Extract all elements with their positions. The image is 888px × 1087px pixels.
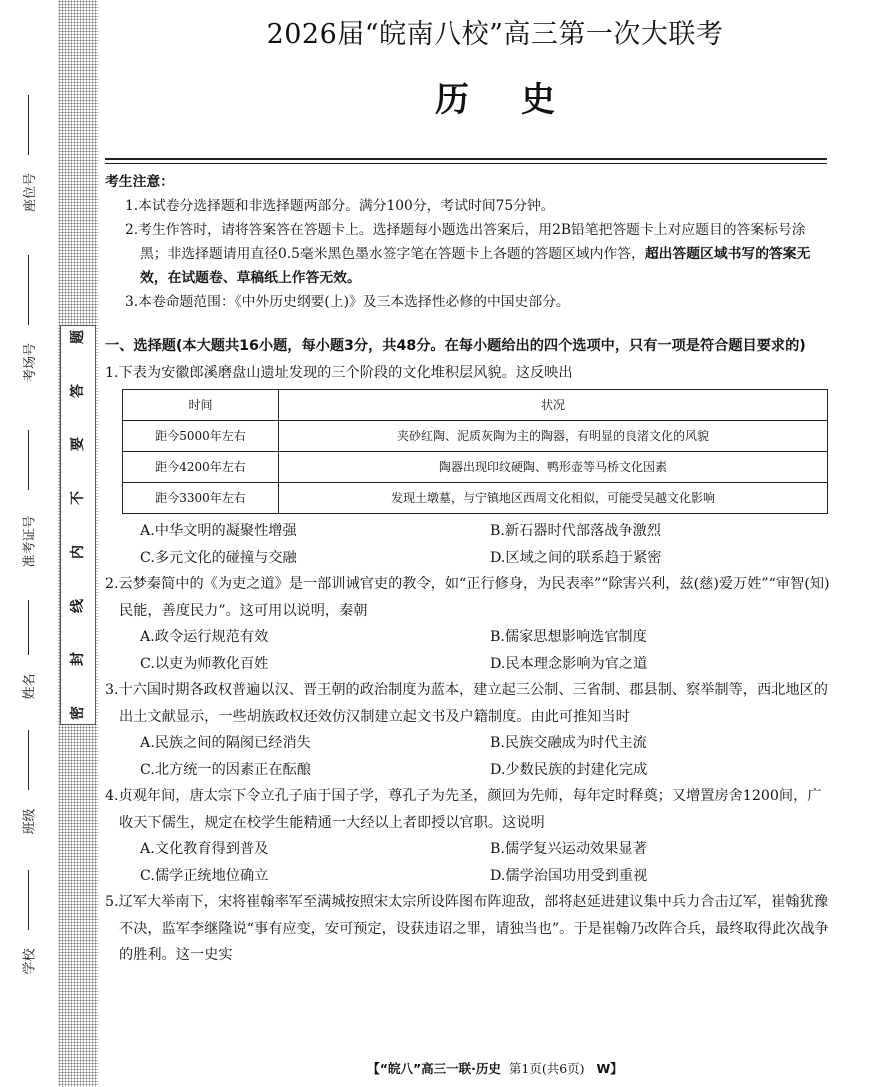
question-stem: 4.贞观年间，唐太宗下令立孔子庙于国子学，尊孔子为先圣，颜回为先师，每年定时释奠；又增置房舍1200间，广收天下儒生，规定在校学生能精通一大经以上者即授以官职。这说明 xyxy=(105,788,822,831)
question-stem: 5.辽军大举南下，宋将崔翰率军至满城按照宋太宗所设阵图布阵迎敌，部将赵延进建议集中兵力合击辽军，崔翰犹豫不决，监军李继隆说“事有应变，安可预定，设获违诏之罪，请独当也”。于是崔翰乃改阵合兵，最终取得此次战争的胜利。这一史实 xyxy=(105,894,829,963)
answer-options xyxy=(105,624,835,677)
field-label: 准考证号 xyxy=(22,515,38,568)
footer-left: 【“皖八”高三一联·历史 xyxy=(367,1061,501,1076)
seal-char: 要 xyxy=(70,437,86,452)
table-cell: 发现土墩墓，与宁镇地区西周文化相似，可能受吴越文化影响 xyxy=(279,483,828,514)
subject-title: 历史 xyxy=(435,80,607,120)
notes-item-text: 2.考生作答时，请将答案答在答题卡上。选择题每小题选出答案后，用2B铅笔把答题卡上对应题目的答案标号涂黑；非选择题请用直径0.5毫米黑色墨水签字笔在答题卡上各题的答题区域内作答， xyxy=(125,222,806,262)
seat-number-field xyxy=(18,95,38,216)
question-area xyxy=(105,333,835,969)
seal-char: 密 xyxy=(70,705,86,720)
field-label: 姓名 xyxy=(22,673,38,700)
option[interactable]: D.民本理念影响为官之道 xyxy=(490,655,648,672)
page-footer xyxy=(105,1059,885,1077)
table-cell: 距今5000年左右 xyxy=(123,421,279,452)
option[interactable]: C.多元文化的碰撞与交融 xyxy=(140,549,297,566)
page-number: 第1页(共6页) xyxy=(508,1061,585,1076)
footer-right: W】 xyxy=(596,1061,623,1076)
question-stem: 1.下表为安徽郎溪磨盘山遗址发现的三个阶段的文化堆积层风貌。这反映出 xyxy=(105,364,573,381)
notes-item-emphasis: 超出答题区域书写的答案无效，在试题卷、草稿纸上作答无效。 xyxy=(140,246,811,286)
option[interactable]: C.以吏为师教化百姓 xyxy=(140,655,269,672)
option[interactable]: B.新石器时代部落战争激烈 xyxy=(490,523,661,539)
field-label: 班级 xyxy=(22,808,38,835)
table-row xyxy=(123,483,828,514)
table-header-cell: 时间 xyxy=(123,390,279,421)
name-field xyxy=(18,600,38,710)
seal-line-notice xyxy=(60,325,96,725)
option[interactable]: A.民族之间的隔阂已经消失 xyxy=(140,735,311,751)
class-field xyxy=(18,730,38,845)
question-stem: 2.云梦秦简中的《为吏之道》是一部训诫官吏的教令，如“正行修身，为民表率”“除害兴利，兹(慈)爱万姓”“审智(知)民能，善度民力”。这可用以说明，秦朝 xyxy=(105,576,830,619)
header-rule xyxy=(105,158,827,160)
table-header-cell: 状况 xyxy=(279,390,828,421)
answer-options xyxy=(105,518,835,571)
seal-char: 线 xyxy=(70,598,86,613)
table-cell: 距今4200年左右 xyxy=(123,452,279,483)
option[interactable]: D.少数民族的封建化完成 xyxy=(490,761,648,778)
seal-char: 答 xyxy=(70,383,86,398)
field-line xyxy=(28,870,29,930)
option[interactable]: C.北方统一的因素正在酝酿 xyxy=(140,761,311,778)
option[interactable]: B.民族交融成为时代主流 xyxy=(490,735,647,751)
table-cell: 陶器出现印纹硬陶、鸭形壶等马桥文化因素 xyxy=(279,452,828,483)
field-label: 座位号 xyxy=(22,172,38,213)
notes-item xyxy=(105,218,830,290)
seal-char: 封 xyxy=(70,652,86,667)
notes-heading: 考生注意： xyxy=(105,174,174,190)
table-row xyxy=(123,452,828,483)
option[interactable]: A.政令运行规范有效 xyxy=(140,629,269,645)
exam-title: 2026届“皖南八校”高三第一次大联考 xyxy=(266,19,724,50)
answer-options xyxy=(105,730,835,783)
table-cell: 夹砂红陶、泥质灰陶为主的陶器，有明显的良渚文化的风貌 xyxy=(279,421,828,452)
field-line xyxy=(28,95,29,155)
field-line xyxy=(28,430,29,490)
notes-item: 3.本卷命题范围：《中外历史纲要(上)》及三本选择性必修的中国史部分。 xyxy=(125,294,570,310)
field-line xyxy=(28,255,29,325)
admission-number-field xyxy=(18,430,38,568)
table-row xyxy=(123,421,828,452)
option[interactable]: C.儒学正统地位确立 xyxy=(140,867,269,884)
school-field xyxy=(18,870,38,985)
seal-char: 不 xyxy=(70,491,86,506)
seal-char: 题 xyxy=(70,330,86,344)
option[interactable]: A.中华文明的凝聚性增强 xyxy=(140,523,297,539)
data-table xyxy=(122,389,828,514)
table-cell: 距今3300年左右 xyxy=(123,483,279,514)
notes-item: 1.本试卷分选择题和非选择题两部分。满分100分，考试时间75分钟。 xyxy=(125,198,555,214)
field-line xyxy=(28,600,29,655)
answer-options xyxy=(105,836,835,889)
header-rule xyxy=(105,163,827,164)
field-line xyxy=(28,730,29,790)
option[interactable]: D.儒学治国功用受到重视 xyxy=(490,867,648,884)
exam-room-field xyxy=(18,255,38,386)
section-heading: 一、选择题(本大题共16小题，每小题3分，共48分。在每小题给出的四个选项中，只有一项是符合题目要求的) xyxy=(105,338,806,354)
question-stem: 3.十六国时期各政权普遍以汉、晋王朝的政治制度为蓝本，建立起三公制、三省制、郡县制、察举制等，西北地区的出土文献显示，一些胡族政权还效仿汉制建立起文书及户籍制度。由此可推知当时 xyxy=(105,682,828,725)
option[interactable]: A.文化教育得到普及 xyxy=(140,841,269,857)
option[interactable]: B.儒学复兴运动效果显著 xyxy=(490,841,647,857)
option[interactable]: D.区域之间的联系趋于紧密 xyxy=(490,549,662,566)
field-label: 考场号 xyxy=(22,342,38,383)
field-label: 学校 xyxy=(22,948,38,975)
seal-char: 内 xyxy=(70,544,86,559)
table-header-row xyxy=(123,390,828,421)
option[interactable]: B.儒家思想影响选官制度 xyxy=(490,629,647,645)
candidate-notes xyxy=(105,170,830,314)
